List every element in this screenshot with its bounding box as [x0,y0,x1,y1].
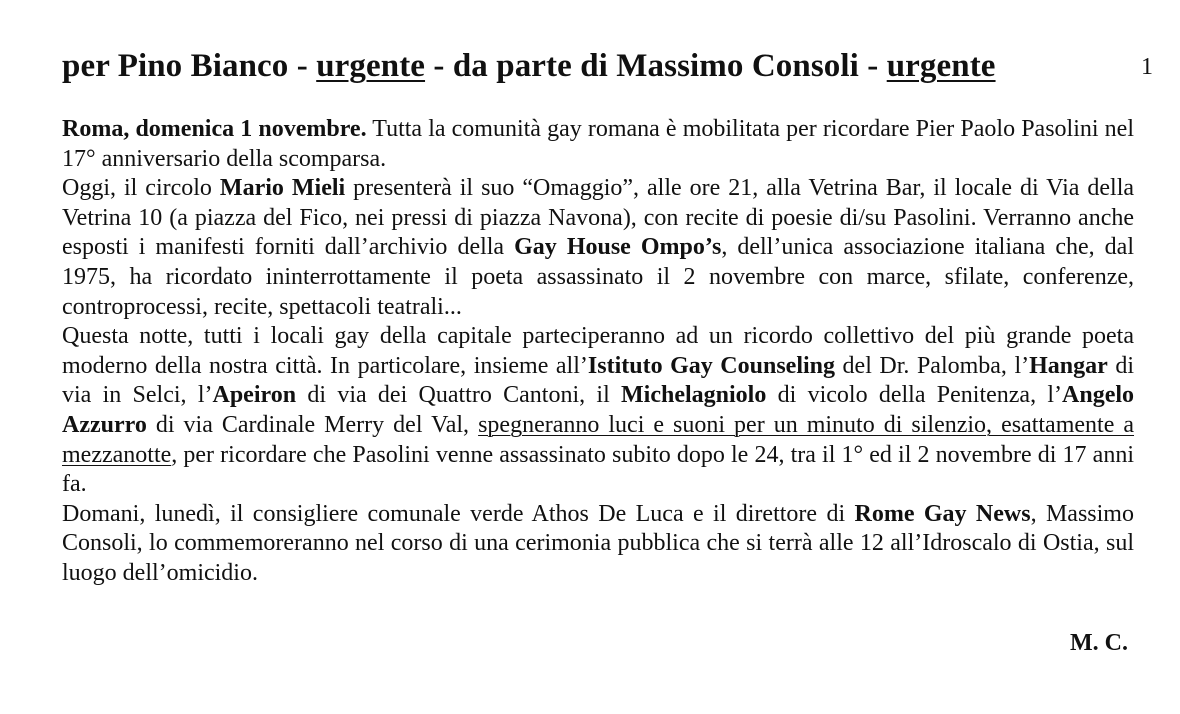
paragraph-4-text-b: , Massimo Consoli, lo commemoreranno nel corso di una cerimonia pubblica che si terrà alle 12 all’Idroscalo di Ostia, sul luogo dell’omicidio. [62,500,1134,586]
rome-gay-news-name: Rome Gay News [854,500,1031,527]
hangar-name: Hangar [1029,352,1108,379]
heading-urgent-second: urgente [886,48,996,84]
paragraph-3-text-e: di vicolo della Penitenza, l’ [766,382,1063,409]
heading-urgent-first: urgente [316,48,426,84]
paragraph-3-text-b: del Dr. Palomba, l’ [835,352,1030,379]
article-body [62,115,1134,589]
michelagniolo-name: Michelagniolo [621,382,767,409]
paragraph-3-text-f: di via Cardinale Merry del Val, [146,411,479,438]
paragraph-1 [62,115,1134,174]
page-number: 1 [1141,54,1153,80]
paragraph-4 [62,500,1134,589]
silence-minute-text: spegneranno luci e suoni per un minuto di silenzio, esattamente a mezzanotte [62,411,1135,468]
paragraph-1-text: Tutta la comunità gay romana è mobilitata per ricordare Pier Paolo Pasolini nel 17° anniversario della scomparsa. [62,116,1134,172]
paragraph-2 [62,174,1134,322]
istituto-name: Istituto Gay Counseling [587,352,836,379]
paragraph-3-text-d: di via dei Quattro Cantoni, il [296,382,622,409]
paragraph-2-text-a: Oggi, il circolo [62,175,220,202]
paragraph-3-text-c: di via in Selci, l’ [62,352,1135,409]
paragraph-3-text-a: Questa notte, tutti i locali gay della capitale parteciperanno ad un ricordo collettivo del più grande poeta moderno della nostra città. In particolare, insieme all’ [62,323,1134,379]
dateline: Roma, domenica 1 novembre. [62,116,367,142]
paragraph-3-text-g: , per ricordare che Pasolini venne assassinato subito dopo le 24, tra il 1° ed il 2 novembre di 17 anni fa. [62,441,1134,498]
gay-house-name: Gay House Ompo’s [514,234,722,261]
paragraph-3 [62,322,1134,500]
mario-mieli-name: Mario Mieli [219,175,346,202]
paragraph-2-text-c: , dell’unica associazione italiana che, dal 1975, ha ricordato ininterrottamente il poeta assassinato il 2 novembre con marce, sfilate, conferenze, controprocessi, recite, spettacoli teatrali... [62,234,1135,320]
paragraph-2-text-b: presenterà il suo “Omaggio”, alle ore 21, alla Vetrina Bar, il locale di Via della Vetrina 10 (a piazza del Fico, nei pressi di piazza Navona), con recite di poesie di/su Pasolini. Verranno anche esposti i manifesti forniti dall’archivio della [62,175,1135,261]
heading-sender: - da parte di Massimo Consoli - [425,48,887,84]
apeiron-name: Apeiron [212,382,297,409]
angelo-azzurro-name: Angelo Azzurro [62,382,1135,438]
paragraph-4-text-a: Domani, lunedì, il consigliere comunale verde Athos De Luca e il direttore di [62,500,855,527]
heading-recipient: per Pino Bianco - [62,48,317,84]
signature: M. C. [1070,630,1128,656]
page-heading [62,44,1142,88]
